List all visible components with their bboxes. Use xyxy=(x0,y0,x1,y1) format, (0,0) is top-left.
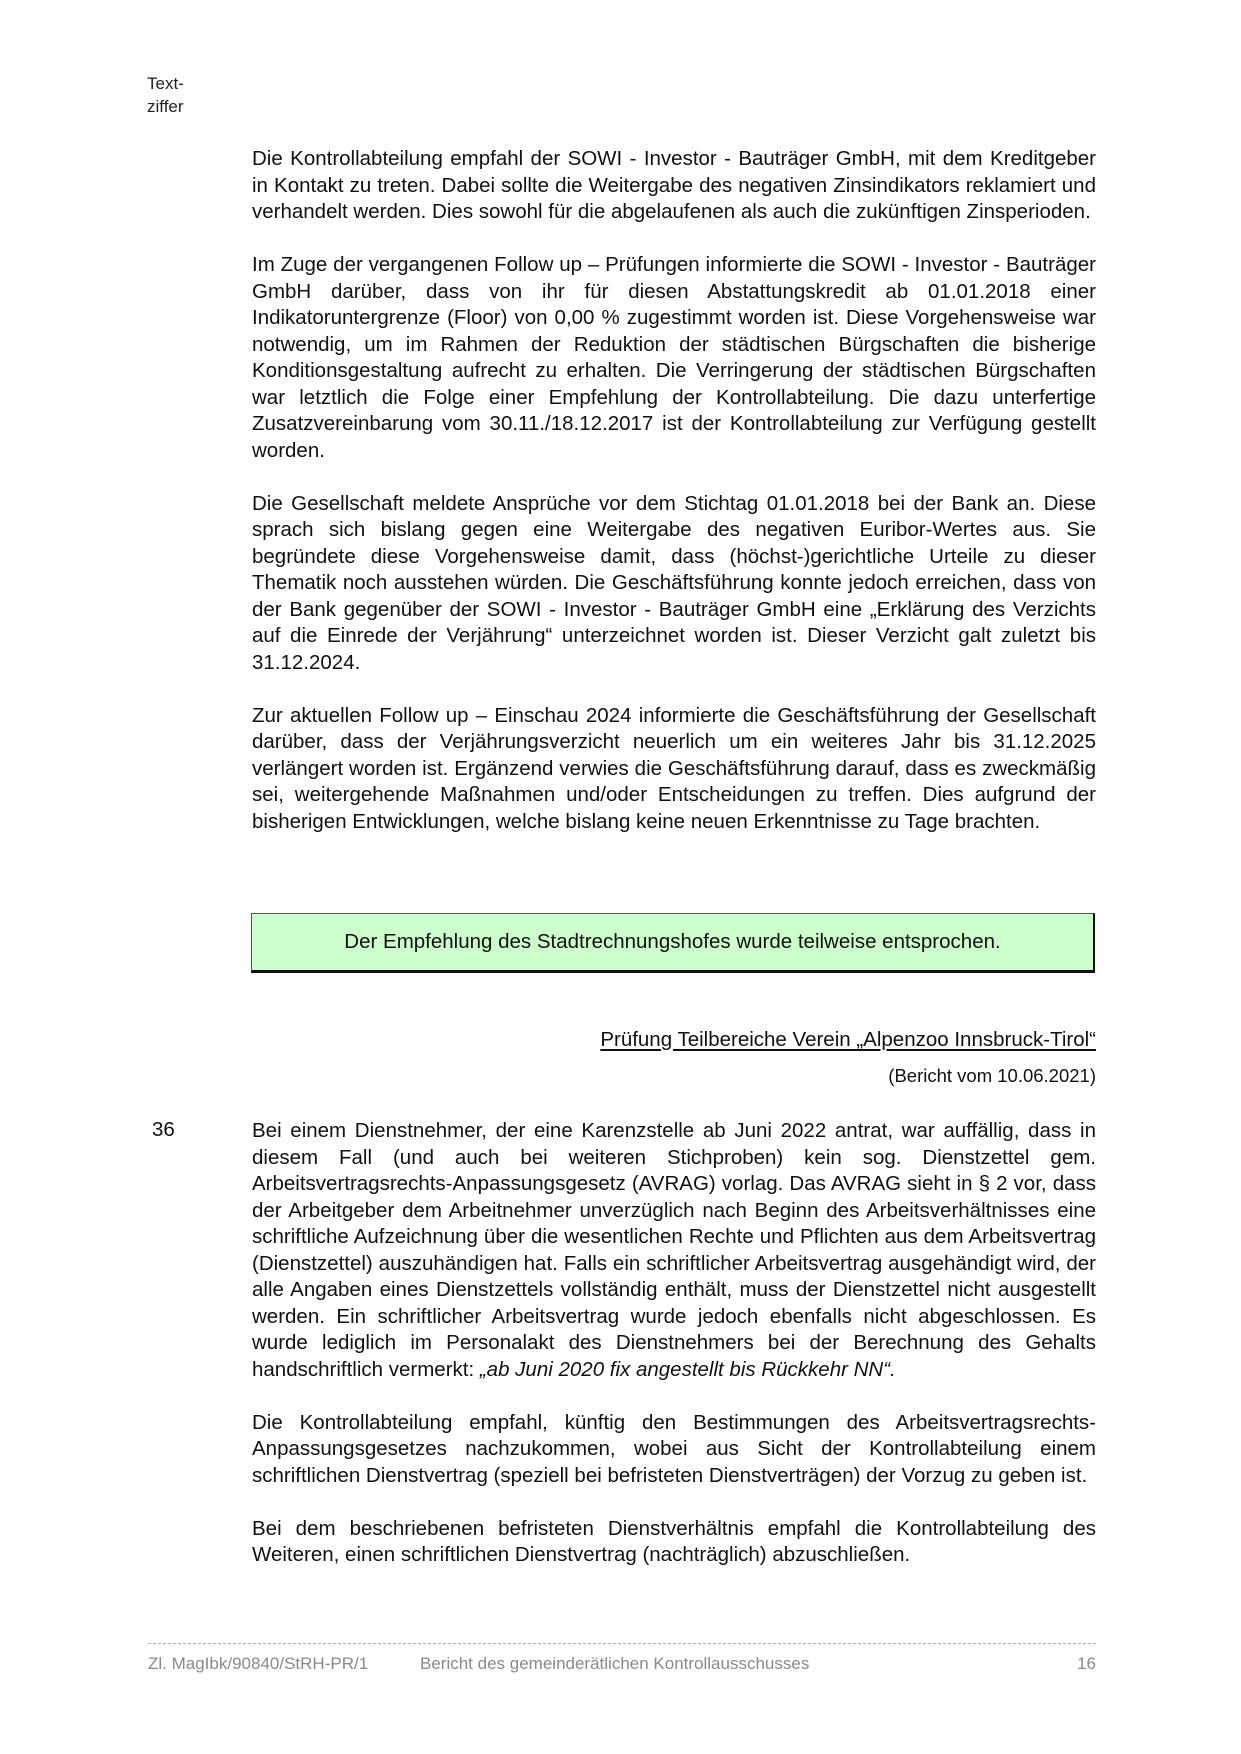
paragraph-4: Zur aktuellen Follow up – Einschau 2024 informierte die Geschäftsführung der Gesellschaft darüber, dass der Verjährungsverzicht neuerlich um ein weiteres Jahr bis 31.12.2025 verlängert worden ist. Ergänzend verwies die Geschäftsführung darauf, dass es zweckmäßig sei, weitergehende Maßnahmen und/oder Entscheidungen zu treffen. Dies aufgrund der bisherigen Entwicklungen, welche bislang keine neuen Erkenntnisse zu Tage brachten. xyxy=(252,703,1096,833)
handwritten-note-quote: „ab Juni 2020 fix angestellt bis Rückkehr NN“. xyxy=(479,1357,896,1381)
paragraph-2: Im Zuge der vergangenen Follow up – Prüfungen informierte die SOWI - Investor - Bauträger GmbH darüber, dass von ihr für diesen Abstattungskredit ab 01.01.2018 einer Indikatoruntergrenze (Floor) von 0,00 % zugestimmt worden ist. Diese Vorgehensweise war notwendig, um im Rahmen der Reduktion der städtischen Bürgschaften die bisherige Konditionsgestaltung aufrecht zu erhalten. Die Verringerung der städtischen Bürgschaften war letztlich die Folge einer Empfehlung der Kontrollabteilung. Die dazu unterfertige Zusatzvereinbarung vom 30.11./18.12.2017 ist der Kontrollabteilung zur Verfügung gestellt worden. xyxy=(252,253,1096,462)
textziffer-number: 36 xyxy=(152,1118,175,1141)
paragraph-5 xyxy=(252,1118,1096,1383)
paragraph-7: Bei dem beschriebenen befristeten Dienstverhältnis empfahl die Kontrollabteilung des Weiteren, einen schriftlichen Dienstvertrag (nachträglich) abzuschließen. xyxy=(252,1516,1096,1566)
section2-body xyxy=(252,1118,1096,1595)
textziffer-margin-label xyxy=(147,72,184,118)
footer-reference: Zl. MagIbk/90840/StRH-PR/1 xyxy=(148,1654,369,1673)
paragraph-6: Die Kontrollabteilung empfahl, künftig den Bestimmungen des Arbeitsvertragsrechts-Anpassungsgesetzes nachzukommen, wobei aus Sicht der Kontrollabteilung einem schriftlichen Dienstvertrag (speziell bei befristeten Dienstverträgen) der Vorzug zu geben ist. xyxy=(252,1410,1096,1487)
section-heading: Prüfung Teilbereiche Verein „Alpenzoo Innsbruck-Tirol“ xyxy=(600,1028,1096,1051)
page-number: 16 xyxy=(1077,1654,1096,1673)
footer-divider xyxy=(148,1643,1096,1644)
section1-body xyxy=(252,146,1096,862)
paragraph-3: Die Gesellschaft meldete Ansprüche vor dem Stichtag 01.01.2018 bei der Bank an. Diese sprach sich bislang gegen eine Weitergabe des negativen Euribor-Wertes aus. Sie begründete diese Vorgehensweise damit, dass (höchst-)gerichtliche Urteile zu dieser Thematik noch ausstehen würden. Die Geschäftsführung konnte jedoch erreichen, dass von der Bank gegenüber der SOWI - Investor - Bauträger GmbH eine „Erklärung des Verzichts auf die Einrede der Verjährung“ unterzeichnet worden ist. Dieser Verzicht galt zuletzt bis 31.12.2024. xyxy=(252,491,1096,674)
section-subheading: (Bericht vom 10.06.2021) xyxy=(888,1065,1096,1086)
margin-label-line1: Text- xyxy=(147,74,184,93)
recommendation-status-box xyxy=(251,913,1095,973)
footer-title: Bericht des gemeinderätlichen Kontrollausschusses xyxy=(420,1654,810,1673)
paragraph-1: Die Kontrollabteilung empfahl der SOWI - Investor - Bauträger GmbH, mit dem Kreditgeber in Kontakt zu treten. Dabei sollte die Weitergabe des negativen Zinsindikators reklamiert und verhandelt werden. Dies sowohl für die abgelaufenen als auch die zukünftigen Zinsperioden. xyxy=(252,147,1096,223)
recommendation-status-text: Der Empfehlung des Stadtrechnungshofes wurde teilweise entsprochen. xyxy=(344,930,1001,953)
paragraph-5-text: Bei einem Dienstnehmer, der eine Karenzstelle ab Juni 2022 antrat, war auffällig, dass in diesem Fall (und auch bei weiteren Stichproben) kein sog. Dienstzettel gem. Arbeitsvertragsrechts-Anpassungsgesetz (AVRAG) vorlag. Das AVRAG sieht in § 2 vor, dass der Arbeitgeber dem Arbeitnehmer unverzüglich nach Beginn des Arbeitsverhältnisses eine schriftliche Aufzeichnung über die wesentlichen Rechte und Pflichten aus dem Arbeitsvertrag (Dienstzettel) auszuhändigen hat. Falls ein schriftlicher Arbeitsvertrag ausgehändigt wird, der alle Angaben eines Dienstzettels vollständig enthält, muss der Dienstzettel nicht ausgestellt werden. Ein schriftlicher Arbeitsvertrag wurde jedoch ebenfalls nicht abgeschlossen. Es wurde lediglich im Personalakt des Dienstnehmers bei der Berechnung des Gehalts handschriftlich vermerkt: xyxy=(252,1119,1096,1381)
margin-label-line2: ziffer xyxy=(147,97,184,116)
